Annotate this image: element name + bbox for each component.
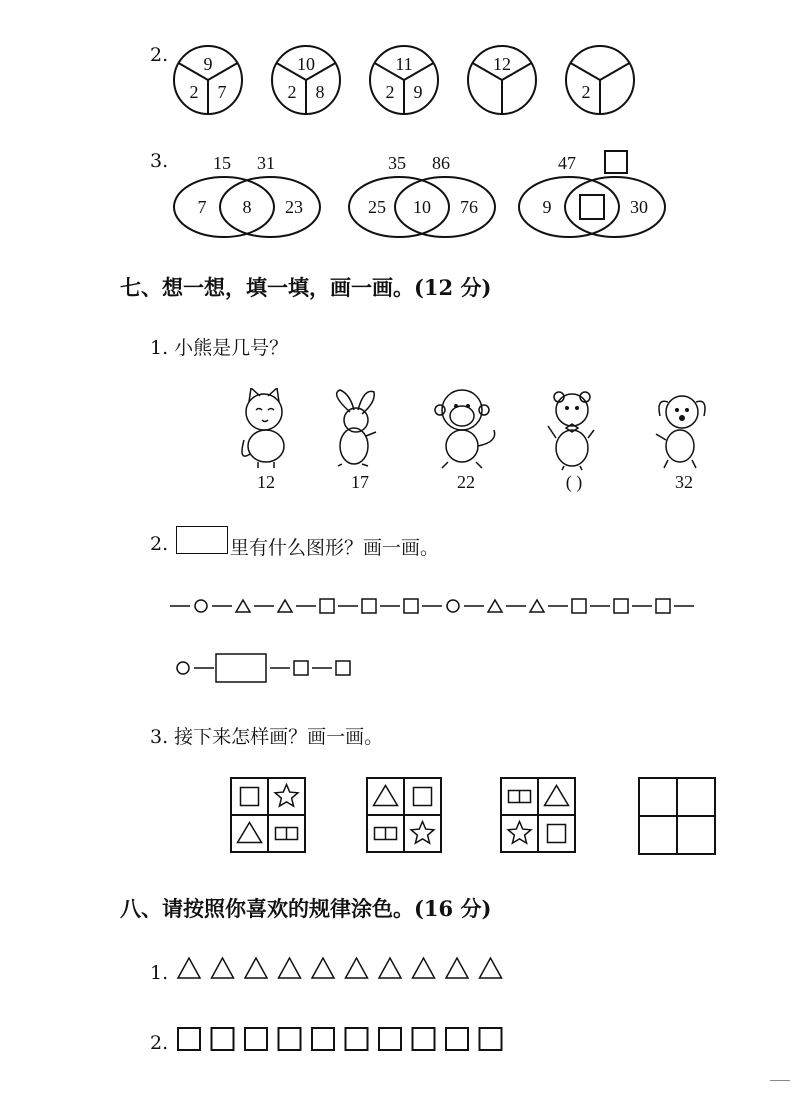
- square-shape[interactable]: [413, 1028, 435, 1050]
- venn-top-left: 15: [213, 153, 231, 173]
- triangle-row[interactable]: [176, 954, 516, 984]
- triangle-shape[interactable]: [379, 958, 401, 978]
- rabbit-icon: [337, 390, 376, 466]
- venn-right: 30: [630, 197, 648, 217]
- pattern-grid: [501, 778, 575, 852]
- square-shape[interactable]: [212, 1028, 234, 1050]
- animals-row: [220, 388, 740, 498]
- bear-number: ( ): [565, 472, 583, 492]
- circle-top-number: 11: [395, 54, 413, 74]
- square-shape[interactable]: [312, 1028, 334, 1050]
- s8-row1-label: 1.: [150, 962, 169, 984]
- venn-top-left: 47: [558, 153, 576, 173]
- triangle-shape[interactable]: [245, 958, 267, 978]
- dog-number: 32: [675, 472, 693, 492]
- cat-icon: [242, 388, 284, 468]
- split-circle: [272, 46, 340, 114]
- venn-right: 76: [460, 197, 478, 217]
- square-row[interactable]: [176, 1024, 516, 1054]
- q6-2-label: 2.: [150, 44, 169, 66]
- triangle-shape[interactable]: [346, 958, 368, 978]
- venn-diagram: [519, 151, 665, 237]
- circle-top-number: 10: [297, 54, 315, 74]
- grid-sequence: [225, 774, 725, 860]
- circle-top-number: 12: [493, 54, 511, 74]
- monkey-number: 22: [457, 472, 475, 492]
- split-circle: [370, 46, 438, 114]
- square-shape[interactable]: [480, 1028, 502, 1050]
- venn-left: 7: [197, 197, 207, 217]
- q7-1-label: 1. 小熊是几号？: [150, 337, 289, 359]
- cat-number: 12: [257, 472, 275, 492]
- venn-right: 23: [285, 197, 303, 217]
- s8-row2-label: 2.: [150, 1032, 169, 1054]
- triangle-shape[interactable]: [446, 958, 468, 978]
- venn-top-right: 31: [257, 153, 275, 173]
- triangle-shape[interactable]: [413, 958, 435, 978]
- venn-diagram: [174, 153, 320, 237]
- q7-2-num: 2.: [150, 533, 169, 555]
- split-circle: [468, 46, 536, 114]
- q6-3-label: 3.: [150, 150, 169, 172]
- section7-title: 七、想一想，填一填，画一画。(12 分): [120, 275, 492, 300]
- pattern-grid: [367, 778, 441, 852]
- circle-left-number: 2: [581, 82, 591, 102]
- pattern-grid: [231, 778, 305, 852]
- venn-diagram: [349, 153, 495, 237]
- answer-grid[interactable]: [639, 778, 715, 854]
- venn-top-left: 35: [388, 153, 406, 173]
- venn-top-right: 86: [432, 153, 450, 173]
- venn-middle: 10: [413, 197, 431, 217]
- circle-left-number: 2: [189, 82, 199, 102]
- square-shape[interactable]: [346, 1028, 368, 1050]
- circle-left-number: 2: [287, 82, 297, 102]
- triangle-shape[interactable]: [312, 958, 334, 978]
- venn-answer-box: [605, 151, 627, 173]
- square-shape[interactable]: [178, 1028, 200, 1050]
- q7-3-label: 3. 接下来怎样画？画一画。: [150, 726, 384, 748]
- monkey-icon: [435, 390, 495, 468]
- shape-pattern-row1: [170, 592, 750, 620]
- square-shape[interactable]: [379, 1028, 401, 1050]
- venn-left: 9: [542, 197, 552, 217]
- triangle-shape[interactable]: [212, 958, 234, 978]
- square-shape[interactable]: [279, 1028, 301, 1050]
- split-circle: [174, 46, 242, 114]
- bear-icon: [548, 392, 594, 470]
- circle-top-number: 9: [203, 54, 213, 74]
- venn-diagrams: [160, 145, 680, 245]
- split-circle: [566, 46, 634, 114]
- square-shape[interactable]: [245, 1028, 267, 1050]
- page-edge-mark: [770, 1080, 790, 1081]
- circle-right-number: 7: [217, 82, 227, 102]
- square-shape[interactable]: [446, 1028, 468, 1050]
- circle-right-number: 8: [315, 82, 325, 102]
- dog-icon: [656, 396, 705, 468]
- q7-2-text: 里有什么图形？画一画。: [230, 537, 440, 559]
- rabbit-number: 17: [351, 472, 369, 492]
- blank-box[interactable]: [176, 526, 228, 554]
- section8-title: 八、请按照你喜欢的规律涂色。(16 分): [120, 896, 492, 921]
- circle-left-number: 2: [385, 82, 395, 102]
- venn-middle-box: [580, 195, 604, 219]
- shape-pattern-row2: [170, 652, 370, 684]
- venn-left: 25: [368, 197, 386, 217]
- circle-right-number: 9: [413, 82, 423, 102]
- triangle-shape[interactable]: [480, 958, 502, 978]
- split-circles: [160, 38, 660, 124]
- triangle-shape[interactable]: [279, 958, 301, 978]
- venn-middle: 8: [242, 197, 252, 217]
- triangle-shape[interactable]: [178, 958, 200, 978]
